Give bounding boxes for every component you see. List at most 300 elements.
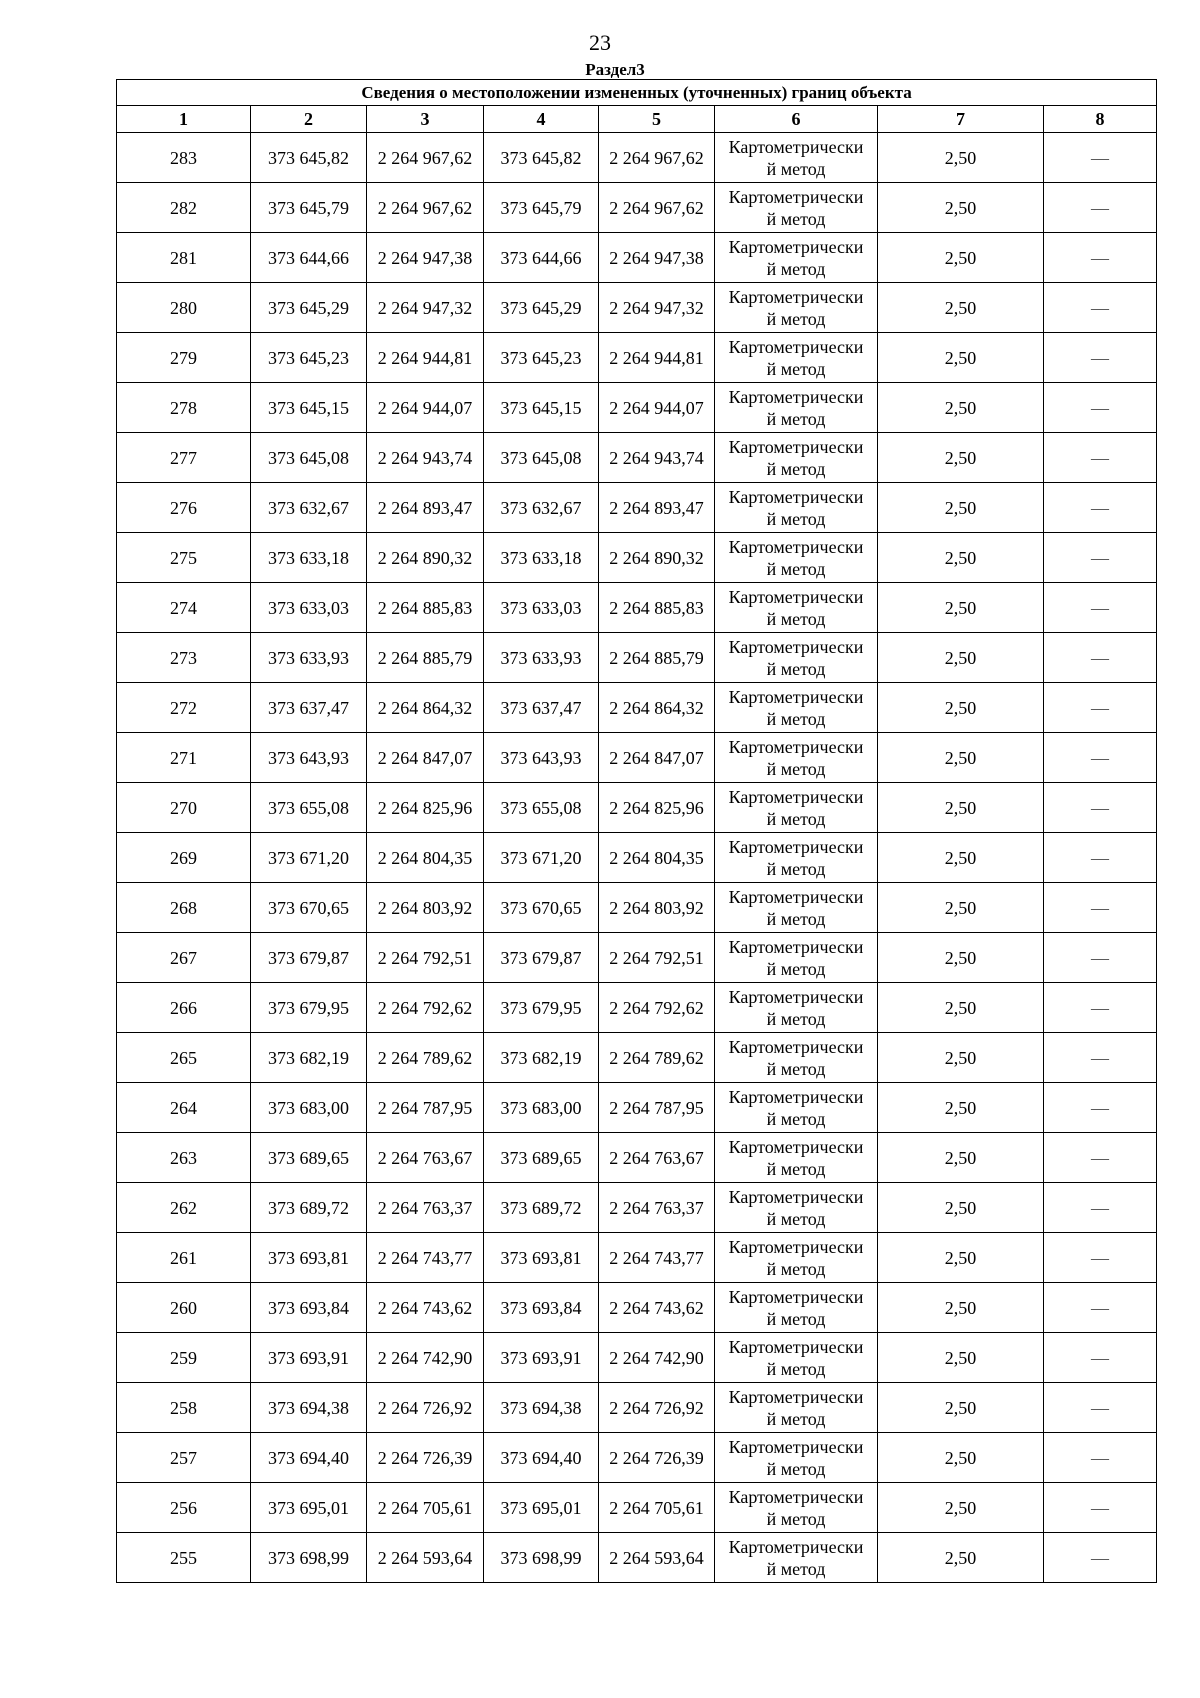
method-cell [715, 833, 878, 883]
table-body [117, 133, 1157, 1583]
coordinates-table [116, 79, 1157, 1583]
description-cell: — [1044, 1233, 1157, 1283]
table-row [117, 683, 1157, 733]
method-line-2: й метод [766, 1058, 826, 1079]
y-coordinate-new-cell: 2 264 726,92 [599, 1383, 715, 1433]
method-line-1: Картометрически [728, 636, 864, 657]
accuracy-cell: 2,50 [878, 283, 1044, 333]
method-cell [715, 533, 878, 583]
point-number-cell: 259 [117, 1333, 251, 1383]
y-coordinate-cell: 2 264 885,83 [367, 583, 484, 633]
method-cell [715, 1533, 878, 1583]
method-line-2: й метод [766, 908, 826, 929]
method-line-1: Картометрически [728, 1086, 864, 1107]
x-coordinate-cell: 373 693,91 [251, 1333, 367, 1383]
table-row [117, 1033, 1157, 1083]
accuracy-cell: 2,50 [878, 1533, 1044, 1583]
method-line-2: й метод [766, 658, 826, 679]
method-cell [715, 783, 878, 833]
description-cell: — [1044, 1433, 1157, 1483]
x-coordinate-new-cell: 373 645,82 [484, 133, 599, 183]
x-coordinate-new-cell: 373 693,81 [484, 1233, 599, 1283]
y-coordinate-cell: 2 264 825,96 [367, 783, 484, 833]
method-line-1: Картометрически [728, 1336, 864, 1357]
column-number: 1 [117, 106, 251, 133]
table-row [117, 533, 1157, 583]
y-coordinate-cell: 2 264 804,35 [367, 833, 484, 883]
x-coordinate-cell: 373 682,19 [251, 1033, 367, 1083]
table-row [117, 333, 1157, 383]
table-row [117, 1383, 1157, 1433]
accuracy-cell: 2,50 [878, 1033, 1044, 1083]
method-line-2: й метод [766, 258, 826, 279]
description-cell: — [1044, 833, 1157, 883]
y-coordinate-cell: 2 264 864,32 [367, 683, 484, 733]
y-coordinate-new-cell: 2 264 726,39 [599, 1433, 715, 1483]
point-number-cell: 271 [117, 733, 251, 783]
method-line-1: Картометрически [728, 136, 864, 157]
x-coordinate-cell: 373 645,15 [251, 383, 367, 433]
y-coordinate-new-cell: 2 264 804,35 [599, 833, 715, 883]
method-line-2: й метод [766, 458, 826, 479]
description-cell: — [1044, 1533, 1157, 1583]
x-coordinate-new-cell: 373 655,08 [484, 783, 599, 833]
method-line-1: Картометрически [728, 1486, 864, 1507]
x-coordinate-new-cell: 373 633,18 [484, 533, 599, 583]
accuracy-cell: 2,50 [878, 483, 1044, 533]
table-row [117, 133, 1157, 183]
x-coordinate-cell: 373 645,23 [251, 333, 367, 383]
y-coordinate-cell: 2 264 944,81 [367, 333, 484, 383]
method-line-2: й метод [766, 1358, 826, 1379]
x-coordinate-new-cell: 373 694,38 [484, 1383, 599, 1433]
table-row [117, 183, 1157, 233]
accuracy-cell: 2,50 [878, 133, 1044, 183]
method-line-1: Картометрически [728, 336, 864, 357]
description-cell: — [1044, 483, 1157, 533]
method-line-2: й метод [766, 158, 826, 179]
x-coordinate-cell: 373 689,65 [251, 1133, 367, 1183]
table-row [117, 983, 1157, 1033]
method-line-1: Картометрически [728, 836, 864, 857]
method-line-2: й метод [766, 758, 826, 779]
table-row [117, 783, 1157, 833]
description-cell: — [1044, 733, 1157, 783]
x-coordinate-new-cell: 373 645,23 [484, 333, 599, 383]
accuracy-cell: 2,50 [878, 783, 1044, 833]
accuracy-cell: 2,50 [878, 1433, 1044, 1483]
accuracy-cell: 2,50 [878, 533, 1044, 583]
method-line-2: й метод [766, 1558, 826, 1579]
accuracy-cell: 2,50 [878, 683, 1044, 733]
point-number-cell: 275 [117, 533, 251, 583]
point-number-cell: 280 [117, 283, 251, 333]
y-coordinate-new-cell: 2 264 742,90 [599, 1333, 715, 1383]
method-cell [715, 483, 878, 533]
description-cell: — [1044, 683, 1157, 733]
method-cell [715, 1383, 878, 1433]
column-number: 7 [878, 106, 1044, 133]
x-coordinate-cell: 373 632,67 [251, 483, 367, 533]
accuracy-cell: 2,50 [878, 233, 1044, 283]
x-coordinate-new-cell: 373 645,15 [484, 383, 599, 433]
method-line-2: й метод [766, 708, 826, 729]
table-row [117, 1183, 1157, 1233]
y-coordinate-cell: 2 264 893,47 [367, 483, 484, 533]
y-coordinate-cell: 2 264 705,61 [367, 1483, 484, 1533]
y-coordinate-cell: 2 264 890,32 [367, 533, 484, 583]
y-coordinate-new-cell: 2 264 885,79 [599, 633, 715, 683]
description-cell: — [1044, 533, 1157, 583]
table-caption: Сведения о местоположении измененных (уточненных) границ объекта [117, 80, 1157, 106]
point-number-cell: 257 [117, 1433, 251, 1483]
method-cell [715, 233, 878, 283]
method-line-1: Картометрически [728, 1536, 864, 1557]
x-coordinate-new-cell: 373 695,01 [484, 1483, 599, 1533]
description-cell: — [1044, 1383, 1157, 1433]
method-line-1: Картометрически [728, 1386, 864, 1407]
x-coordinate-cell: 373 694,38 [251, 1383, 367, 1433]
point-number-cell: 258 [117, 1383, 251, 1433]
method-line-1: Картометрически [728, 286, 864, 307]
x-coordinate-new-cell: 373 693,84 [484, 1283, 599, 1333]
description-cell: — [1044, 333, 1157, 383]
column-number: 4 [484, 106, 599, 133]
description-cell: — [1044, 133, 1157, 183]
table-row [117, 433, 1157, 483]
x-coordinate-cell: 373 695,01 [251, 1483, 367, 1533]
y-coordinate-new-cell: 2 264 885,83 [599, 583, 715, 633]
y-coordinate-cell: 2 264 789,62 [367, 1033, 484, 1083]
table-row [117, 1533, 1157, 1583]
method-line-1: Картометрически [728, 936, 864, 957]
x-coordinate-new-cell: 373 645,79 [484, 183, 599, 233]
x-coordinate-cell: 373 698,99 [251, 1533, 367, 1583]
description-cell: — [1044, 1033, 1157, 1083]
x-coordinate-cell: 373 645,08 [251, 433, 367, 483]
method-line-2: й метод [766, 1208, 826, 1229]
accuracy-cell: 2,50 [878, 733, 1044, 783]
y-coordinate-new-cell: 2 264 944,81 [599, 333, 715, 383]
table-row [117, 633, 1157, 683]
x-coordinate-cell: 373 645,79 [251, 183, 367, 233]
point-number-cell: 265 [117, 1033, 251, 1083]
y-coordinate-cell: 2 264 787,95 [367, 1083, 484, 1133]
method-cell [715, 133, 878, 183]
x-coordinate-cell: 373 633,18 [251, 533, 367, 583]
method-line-2: й метод [766, 1008, 826, 1029]
method-line-1: Картометрически [728, 536, 864, 557]
accuracy-cell: 2,50 [878, 1383, 1044, 1433]
point-number-cell: 269 [117, 833, 251, 883]
method-cell [715, 1233, 878, 1283]
y-coordinate-new-cell: 2 264 893,47 [599, 483, 715, 533]
table-row [117, 383, 1157, 433]
description-cell: — [1044, 233, 1157, 283]
y-coordinate-cell: 2 264 792,51 [367, 933, 484, 983]
method-line-2: й метод [766, 858, 826, 879]
x-coordinate-new-cell: 373 679,95 [484, 983, 599, 1033]
x-coordinate-new-cell: 373 694,40 [484, 1433, 599, 1483]
y-coordinate-new-cell: 2 264 792,51 [599, 933, 715, 983]
x-coordinate-new-cell: 373 633,93 [484, 633, 599, 683]
method-cell [715, 433, 878, 483]
x-coordinate-cell: 373 670,65 [251, 883, 367, 933]
method-cell [715, 883, 878, 933]
y-coordinate-new-cell: 2 264 947,38 [599, 233, 715, 283]
method-cell [715, 1083, 878, 1133]
method-cell [715, 583, 878, 633]
method-cell [715, 1433, 878, 1483]
y-coordinate-new-cell: 2 264 947,32 [599, 283, 715, 333]
y-coordinate-cell: 2 264 792,62 [367, 983, 484, 1033]
y-coordinate-cell: 2 264 803,92 [367, 883, 484, 933]
y-coordinate-cell: 2 264 593,64 [367, 1533, 484, 1583]
x-coordinate-cell: 373 633,03 [251, 583, 367, 633]
point-number-cell: 270 [117, 783, 251, 833]
x-coordinate-new-cell: 373 633,03 [484, 583, 599, 633]
method-line-2: й метод [766, 1158, 826, 1179]
point-number-cell: 272 [117, 683, 251, 733]
point-number-cell: 261 [117, 1233, 251, 1283]
accuracy-cell: 2,50 [878, 1283, 1044, 1333]
description-cell: — [1044, 283, 1157, 333]
point-number-cell: 273 [117, 633, 251, 683]
y-coordinate-new-cell: 2 264 943,74 [599, 433, 715, 483]
method-line-2: й метод [766, 1508, 826, 1529]
method-line-2: й метод [766, 608, 826, 629]
method-line-2: й метод [766, 1458, 826, 1479]
y-coordinate-cell: 2 264 763,37 [367, 1183, 484, 1233]
method-cell [715, 1183, 878, 1233]
method-line-1: Картометрически [728, 1036, 864, 1057]
description-cell: — [1044, 383, 1157, 433]
column-number: 6 [715, 106, 878, 133]
y-coordinate-new-cell: 2 264 944,07 [599, 383, 715, 433]
method-line-2: й метод [766, 1108, 826, 1129]
y-coordinate-cell: 2 264 967,62 [367, 183, 484, 233]
method-cell [715, 933, 878, 983]
point-number-cell: 277 [117, 433, 251, 483]
x-coordinate-new-cell: 373 689,65 [484, 1133, 599, 1183]
x-coordinate-cell: 373 679,95 [251, 983, 367, 1033]
x-coordinate-cell: 373 693,81 [251, 1233, 367, 1283]
method-cell [715, 183, 878, 233]
accuracy-cell: 2,50 [878, 1483, 1044, 1533]
description-cell: — [1044, 1133, 1157, 1183]
x-coordinate-cell: 373 643,93 [251, 733, 367, 783]
point-number-cell: 260 [117, 1283, 251, 1333]
column-number: 8 [1044, 106, 1157, 133]
table-row [117, 283, 1157, 333]
table-row [117, 1233, 1157, 1283]
y-coordinate-new-cell: 2 264 967,62 [599, 133, 715, 183]
y-coordinate-cell: 2 264 947,38 [367, 233, 484, 283]
method-line-2: й метод [766, 558, 826, 579]
y-coordinate-new-cell: 2 264 787,95 [599, 1083, 715, 1133]
method-line-1: Картометрически [728, 886, 864, 907]
column-number: 5 [599, 106, 715, 133]
description-cell: — [1044, 183, 1157, 233]
x-coordinate-cell: 373 633,93 [251, 633, 367, 683]
table-row [117, 733, 1157, 783]
method-cell [715, 1333, 878, 1383]
x-coordinate-new-cell: 373 637,47 [484, 683, 599, 733]
table-row [117, 233, 1157, 283]
table-row [117, 833, 1157, 883]
y-coordinate-cell: 2 264 967,62 [367, 133, 484, 183]
accuracy-cell: 2,50 [878, 983, 1044, 1033]
point-number-cell: 262 [117, 1183, 251, 1233]
x-coordinate-cell: 373 689,72 [251, 1183, 367, 1233]
y-coordinate-cell: 2 264 726,92 [367, 1383, 484, 1433]
method-cell [715, 1033, 878, 1083]
y-coordinate-new-cell: 2 264 847,07 [599, 733, 715, 783]
x-coordinate-new-cell: 373 670,65 [484, 883, 599, 933]
table-row [117, 883, 1157, 933]
method-line-1: Картометрически [728, 436, 864, 457]
method-line-2: й метод [766, 358, 826, 379]
description-cell: — [1044, 583, 1157, 633]
method-line-1: Картометрически [728, 1286, 864, 1307]
x-coordinate-cell: 373 645,82 [251, 133, 367, 183]
page-number: 23 [589, 30, 611, 55]
y-coordinate-new-cell: 2 264 743,77 [599, 1233, 715, 1283]
table-row [117, 933, 1157, 983]
section-title: Раздел3 [585, 60, 645, 79]
accuracy-cell: 2,50 [878, 933, 1044, 983]
table-row [117, 1483, 1157, 1533]
point-number-cell: 255 [117, 1533, 251, 1583]
x-coordinate-cell: 373 683,00 [251, 1083, 367, 1133]
x-coordinate-new-cell: 373 645,29 [484, 283, 599, 333]
description-cell: — [1044, 1483, 1157, 1533]
description-cell: — [1044, 1183, 1157, 1233]
x-coordinate-cell: 373 645,29 [251, 283, 367, 333]
y-coordinate-cell: 2 264 743,77 [367, 1233, 484, 1283]
accuracy-cell: 2,50 [878, 1333, 1044, 1383]
y-coordinate-cell: 2 264 944,07 [367, 383, 484, 433]
description-cell: — [1044, 883, 1157, 933]
method-line-2: й метод [766, 308, 826, 329]
method-cell [715, 633, 878, 683]
method-line-2: й метод [766, 508, 826, 529]
y-coordinate-cell: 2 264 726,39 [367, 1433, 484, 1483]
y-coordinate-cell: 2 264 847,07 [367, 733, 484, 783]
y-coordinate-new-cell: 2 264 803,92 [599, 883, 715, 933]
x-coordinate-cell: 373 644,66 [251, 233, 367, 283]
table-row [117, 1133, 1157, 1183]
method-line-1: Картометрически [728, 386, 864, 407]
column-number: 3 [367, 106, 484, 133]
x-coordinate-new-cell: 373 643,93 [484, 733, 599, 783]
y-coordinate-new-cell: 2 264 705,61 [599, 1483, 715, 1533]
point-number-cell: 263 [117, 1133, 251, 1183]
description-cell: — [1044, 783, 1157, 833]
method-line-2: й метод [766, 408, 826, 429]
method-line-1: Картометрически [728, 986, 864, 1007]
method-line-2: й метод [766, 808, 826, 829]
method-cell [715, 333, 878, 383]
point-number-cell: 281 [117, 233, 251, 283]
y-coordinate-cell: 2 264 885,79 [367, 633, 484, 683]
method-line-2: й метод [766, 958, 826, 979]
method-cell [715, 383, 878, 433]
description-cell: — [1044, 1083, 1157, 1133]
accuracy-cell: 2,50 [878, 1233, 1044, 1283]
y-coordinate-new-cell: 2 264 967,62 [599, 183, 715, 233]
point-number-cell: 267 [117, 933, 251, 983]
description-cell: — [1044, 1283, 1157, 1333]
method-line-1: Картометрически [728, 486, 864, 507]
x-coordinate-cell: 373 671,20 [251, 833, 367, 883]
y-coordinate-cell: 2 264 742,90 [367, 1333, 484, 1383]
point-number-cell: 279 [117, 333, 251, 383]
point-number-cell: 282 [117, 183, 251, 233]
y-coordinate-cell: 2 264 943,74 [367, 433, 484, 483]
accuracy-cell: 2,50 [878, 183, 1044, 233]
method-line-1: Картометрически [728, 186, 864, 207]
y-coordinate-new-cell: 2 264 825,96 [599, 783, 715, 833]
method-cell [715, 1283, 878, 1333]
x-coordinate-new-cell: 373 698,99 [484, 1533, 599, 1583]
table-row [117, 1083, 1157, 1133]
x-coordinate-cell: 373 679,87 [251, 933, 367, 983]
x-coordinate-new-cell: 373 693,91 [484, 1333, 599, 1383]
method-line-1: Картометрически [728, 786, 864, 807]
table-row [117, 1283, 1157, 1333]
description-cell: — [1044, 933, 1157, 983]
accuracy-cell: 2,50 [878, 583, 1044, 633]
y-coordinate-new-cell: 2 264 864,32 [599, 683, 715, 733]
method-line-2: й метод [766, 1308, 826, 1329]
table-row [117, 1333, 1157, 1383]
method-cell [715, 733, 878, 783]
x-coordinate-cell: 373 694,40 [251, 1433, 367, 1483]
y-coordinate-new-cell: 2 264 792,62 [599, 983, 715, 1033]
point-number-cell: 266 [117, 983, 251, 1033]
y-coordinate-cell: 2 264 763,67 [367, 1133, 484, 1183]
method-cell [715, 683, 878, 733]
y-coordinate-new-cell: 2 264 890,32 [599, 533, 715, 583]
x-coordinate-new-cell: 373 682,19 [484, 1033, 599, 1083]
x-coordinate-new-cell: 373 644,66 [484, 233, 599, 283]
accuracy-cell: 2,50 [878, 1133, 1044, 1183]
accuracy-cell: 2,50 [878, 333, 1044, 383]
accuracy-cell: 2,50 [878, 1083, 1044, 1133]
table-row [117, 1433, 1157, 1483]
method-line-1: Картометрически [728, 1436, 864, 1457]
accuracy-cell: 2,50 [878, 1183, 1044, 1233]
method-line-1: Картометрически [728, 1136, 864, 1157]
method-line-2: й метод [766, 208, 826, 229]
method-cell [715, 1133, 878, 1183]
x-coordinate-new-cell: 373 632,67 [484, 483, 599, 533]
method-line-1: Картометрически [728, 586, 864, 607]
point-number-cell: 283 [117, 133, 251, 183]
y-coordinate-new-cell: 2 264 789,62 [599, 1033, 715, 1083]
x-coordinate-new-cell: 373 689,72 [484, 1183, 599, 1233]
point-number-cell: 264 [117, 1083, 251, 1133]
y-coordinate-cell: 2 264 743,62 [367, 1283, 484, 1333]
method-cell [715, 983, 878, 1033]
accuracy-cell: 2,50 [878, 433, 1044, 483]
y-coordinate-new-cell: 2 264 593,64 [599, 1533, 715, 1583]
x-coordinate-new-cell: 373 683,00 [484, 1083, 599, 1133]
method-line-1: Картометрически [728, 736, 864, 757]
point-number-cell: 274 [117, 583, 251, 633]
method-line-2: й метод [766, 1408, 826, 1429]
